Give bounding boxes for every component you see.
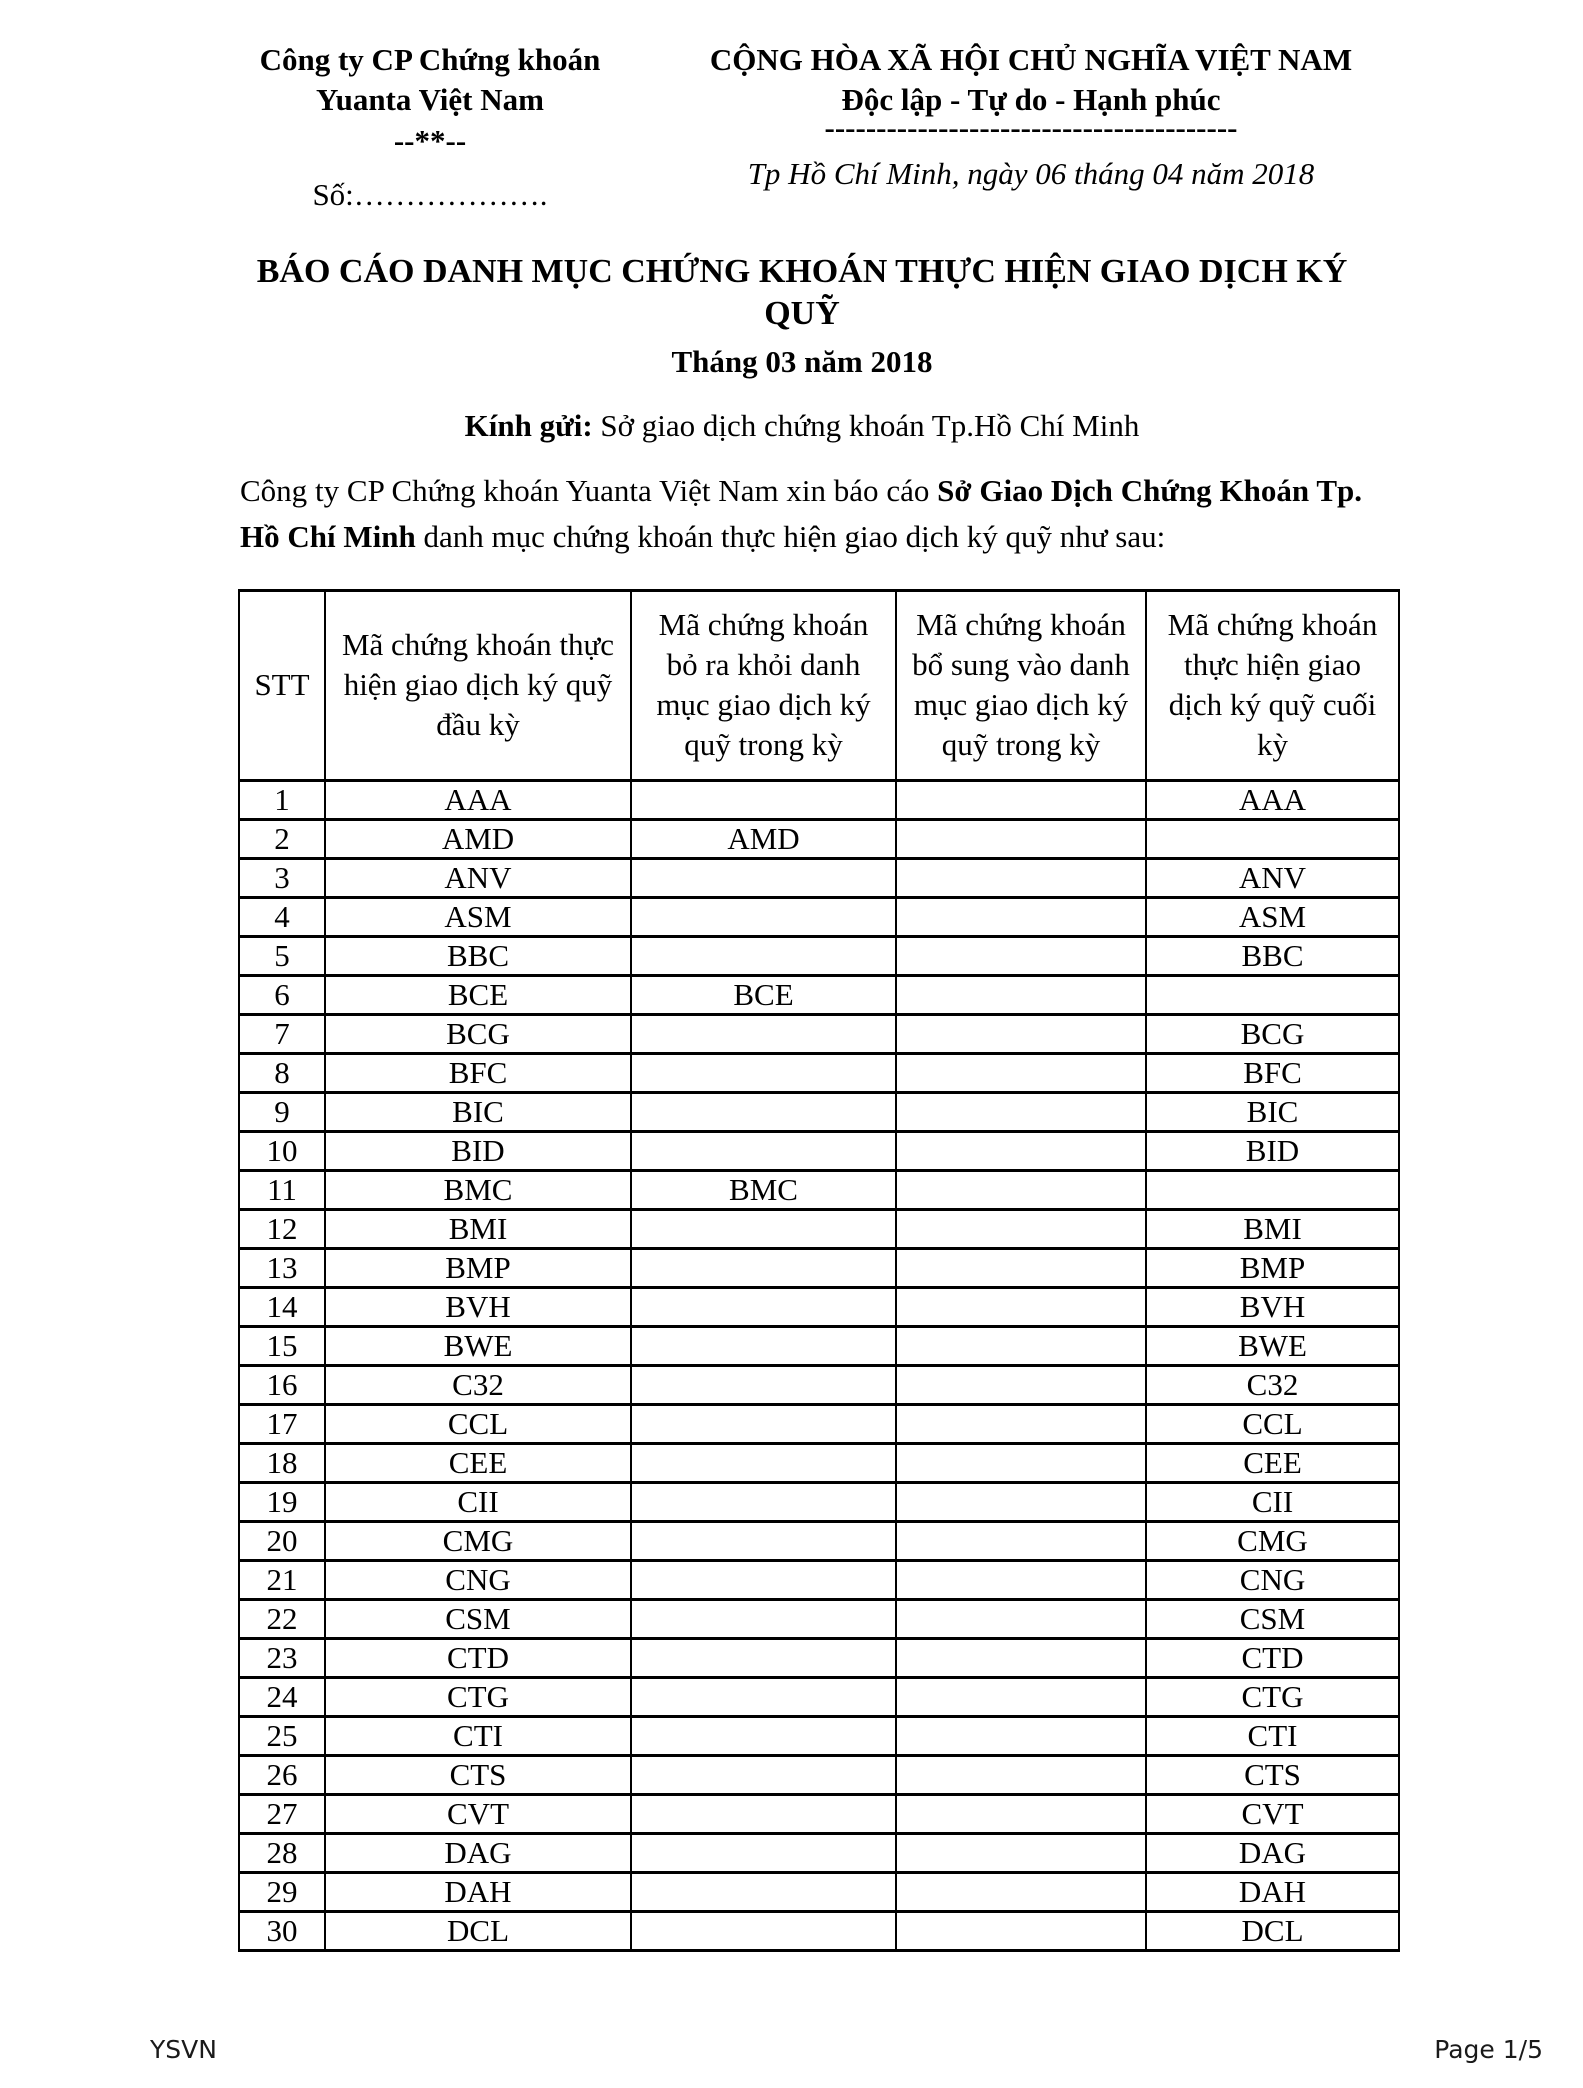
cell-begin-code: CVT (325, 1794, 631, 1833)
cell-stt: 2 (239, 819, 325, 858)
cell-removed-code (631, 1794, 896, 1833)
header-begin-period-codes: Mã chứng khoán thực hiện giao dịch ký quỹ đầu kỳ (325, 590, 631, 780)
table-row (239, 1716, 1399, 1755)
cell-removed-code (631, 1014, 896, 1053)
cell-removed-code (631, 1833, 896, 1872)
cell-end-code: AAA (1146, 780, 1399, 819)
cell-begin-code: BBC (325, 936, 631, 975)
cell-removed-code (631, 1404, 896, 1443)
cell-stt: 13 (239, 1248, 325, 1287)
table-row (239, 1560, 1399, 1599)
cell-stt: 1 (239, 780, 325, 819)
cell-removed-code (631, 1872, 896, 1911)
cell-end-code: CSM (1146, 1599, 1399, 1638)
cell-end-code: CTS (1146, 1755, 1399, 1794)
cell-begin-code: C32 (325, 1365, 631, 1404)
company-divider: --**-- (393, 123, 467, 159)
cell-begin-code: CEE (325, 1443, 631, 1482)
cell-added-code (896, 1326, 1146, 1365)
letterhead (240, 40, 1362, 215)
cell-removed-code (631, 1755, 896, 1794)
cell-begin-code: CMG (325, 1521, 631, 1560)
table-row (239, 1755, 1399, 1794)
cell-stt: 24 (239, 1677, 325, 1716)
cell-removed-code (631, 1131, 896, 1170)
cell-end-code: ANV (1146, 858, 1399, 897)
cell-removed-code: BMC (631, 1170, 896, 1209)
cell-end-code: CTD (1146, 1638, 1399, 1677)
cell-removed-code (631, 1209, 896, 1248)
cell-stt: 17 (239, 1404, 325, 1443)
cell-removed-code: BCE (631, 975, 896, 1014)
cell-begin-code: BWE (325, 1326, 631, 1365)
cell-end-code: CVT (1146, 1794, 1399, 1833)
table-row (239, 1794, 1399, 1833)
cell-added-code (896, 1872, 1146, 1911)
cell-added-code (896, 1638, 1146, 1677)
cell-added-code (896, 936, 1146, 975)
cell-added-code (896, 1482, 1146, 1521)
cell-begin-code: CNG (325, 1560, 631, 1599)
cell-begin-code: BMP (325, 1248, 631, 1287)
cell-end-code: BIC (1146, 1092, 1399, 1131)
cell-end-code: BWE (1146, 1326, 1399, 1365)
place-and-date: Tp Hồ Chí Minh, ngày 06 tháng 04 năm 2018 (747, 156, 1315, 192)
cell-end-code: DAH (1146, 1872, 1399, 1911)
footer-page-number: Page 1/5 (1434, 2035, 1543, 2064)
cell-stt: 14 (239, 1287, 325, 1326)
table-row (239, 1131, 1399, 1170)
cell-added-code (896, 1443, 1146, 1482)
cell-begin-code: CSM (325, 1599, 631, 1638)
cell-stt: 11 (239, 1170, 325, 1209)
table-row (239, 1248, 1399, 1287)
cell-added-code (896, 1131, 1146, 1170)
table-row (239, 1677, 1399, 1716)
cell-removed-code (631, 1677, 896, 1716)
cell-end-code (1146, 1170, 1399, 1209)
cell-begin-code: CTG (325, 1677, 631, 1716)
table-header-row (239, 590, 1399, 780)
cell-stt: 10 (239, 1131, 325, 1170)
cell-begin-code: CTD (325, 1638, 631, 1677)
cell-removed-code (631, 1521, 896, 1560)
cell-end-code (1146, 975, 1399, 1014)
cell-begin-code: AMD (325, 819, 631, 858)
cell-stt: 12 (239, 1209, 325, 1248)
document-number: Số:………………. (312, 177, 548, 213)
cell-stt: 29 (239, 1872, 325, 1911)
cell-end-code: CTI (1146, 1716, 1399, 1755)
cell-removed-code (631, 1326, 896, 1365)
cell-begin-code: DCL (325, 1911, 631, 1950)
cell-stt: 7 (239, 1014, 325, 1053)
cell-added-code (896, 1560, 1146, 1599)
table-row (239, 1521, 1399, 1560)
cell-begin-code: ANV (325, 858, 631, 897)
letterhead-national-block (700, 40, 1362, 215)
cell-removed-code (631, 1911, 896, 1950)
header-added-codes: Mã chứng khoán bổ sung vào danh mục giao dịch ký quỹ trong kỳ (896, 590, 1146, 780)
cell-stt: 15 (239, 1326, 325, 1365)
title-block (222, 251, 1382, 380)
company-name-line2: Yuanta Việt Nam (316, 81, 544, 117)
cell-end-code (1146, 819, 1399, 858)
cell-begin-code: BID (325, 1131, 631, 1170)
national-title: CỘNG HÒA XÃ HỘI CHỦ NGHĨA VIỆT NAM (709, 42, 1353, 77)
intro-paragraph (240, 468, 1362, 561)
cell-removed-code (631, 1443, 896, 1482)
table-row (239, 1482, 1399, 1521)
cell-removed-code (631, 936, 896, 975)
table-header (239, 590, 1399, 780)
table-row (239, 819, 1399, 858)
cell-end-code: CNG (1146, 1560, 1399, 1599)
cell-stt: 22 (239, 1599, 325, 1638)
cell-added-code (896, 1092, 1146, 1131)
table-row (239, 1209, 1399, 1248)
cell-begin-code: AAA (325, 780, 631, 819)
cell-added-code (896, 897, 1146, 936)
cell-added-code (896, 1365, 1146, 1404)
cell-added-code (896, 1404, 1146, 1443)
cell-added-code (896, 1014, 1146, 1053)
cell-stt: 27 (239, 1794, 325, 1833)
cell-added-code (896, 1209, 1146, 1248)
cell-end-code: C32 (1146, 1365, 1399, 1404)
table-row (239, 1014, 1399, 1053)
cell-begin-code: CTI (325, 1716, 631, 1755)
table-row (239, 858, 1399, 897)
cell-begin-code: CTS (325, 1755, 631, 1794)
table-row (239, 1365, 1399, 1404)
cell-removed-code (631, 1638, 896, 1677)
cell-added-code (896, 819, 1146, 858)
cell-begin-code: DAH (325, 1872, 631, 1911)
cell-begin-code: BIC (325, 1092, 631, 1131)
margin-securities-table (238, 589, 1400, 1952)
cell-removed-code (631, 858, 896, 897)
cell-added-code (896, 1521, 1146, 1560)
cell-stt: 20 (239, 1521, 325, 1560)
table-row (239, 975, 1399, 1014)
cell-end-code: DAG (1146, 1833, 1399, 1872)
cell-end-code: BMI (1146, 1209, 1399, 1248)
cell-end-code: DCL (1146, 1911, 1399, 1950)
cell-begin-code: DAG (325, 1833, 631, 1872)
cell-begin-code: BCE (325, 975, 631, 1014)
cell-added-code (896, 1755, 1146, 1794)
cell-added-code (896, 780, 1146, 819)
cell-end-code: CEE (1146, 1443, 1399, 1482)
table-row (239, 1170, 1399, 1209)
cell-removed-code (631, 1248, 896, 1287)
report-subtitle: Tháng 03 năm 2018 (671, 343, 933, 379)
cell-added-code (896, 1287, 1146, 1326)
cell-end-code: ASM (1146, 897, 1399, 936)
table-row (239, 936, 1399, 975)
cell-begin-code: BFC (325, 1053, 631, 1092)
report-title: BÁO CÁO DANH MỤC CHỨNG KHOÁN THỰC HIỆN GIAO DỊCH KÝ QUỸ (256, 252, 1348, 333)
cell-end-code: BID (1146, 1131, 1399, 1170)
national-motto: Độc lập - Tự do - Hạnh phúc (841, 81, 1221, 117)
cell-added-code (896, 858, 1146, 897)
cell-begin-code: CCL (325, 1404, 631, 1443)
cell-end-code: BVH (1146, 1287, 1399, 1326)
cell-begin-code: BCG (325, 1014, 631, 1053)
cell-added-code (896, 1716, 1146, 1755)
cell-stt: 19 (239, 1482, 325, 1521)
cell-stt: 28 (239, 1833, 325, 1872)
cell-end-code: CCL (1146, 1404, 1399, 1443)
company-name-line1: Công ty CP Chứng khoán (259, 42, 601, 77)
table-row (239, 1599, 1399, 1638)
cell-end-code: BCG (1146, 1014, 1399, 1053)
table-row (239, 1638, 1399, 1677)
cell-removed-code (631, 1365, 896, 1404)
cell-added-code (896, 1677, 1146, 1716)
cell-added-code (896, 1053, 1146, 1092)
cell-end-code: BMP (1146, 1248, 1399, 1287)
cell-end-code: CTG (1146, 1677, 1399, 1716)
table-row (239, 780, 1399, 819)
page-footer (0, 2030, 1583, 2064)
letterhead-company-block (240, 40, 620, 215)
cell-added-code (896, 1248, 1146, 1287)
table-row (239, 1287, 1399, 1326)
cell-stt: 21 (239, 1560, 325, 1599)
table-row (239, 1833, 1399, 1872)
footer-company-code: YSVN (150, 2035, 217, 2064)
header-removed-codes: Mã chứng khoán bỏ ra khỏi danh mục giao dịch ký quỹ trong kỳ (631, 590, 896, 780)
table-row (239, 1911, 1399, 1950)
cell-removed-code (631, 1287, 896, 1326)
cell-begin-code: BMI (325, 1209, 631, 1248)
cell-stt: 25 (239, 1716, 325, 1755)
cell-stt: 23 (239, 1638, 325, 1677)
cell-end-code: BFC (1146, 1053, 1399, 1092)
cell-end-code: CII (1146, 1482, 1399, 1521)
table-row (239, 1872, 1399, 1911)
table-row (239, 1326, 1399, 1365)
table-row (239, 1092, 1399, 1131)
recipient-name: Sở giao dịch chứng khoán Tp.Hồ Chí Minh (592, 407, 1140, 443)
cell-removed-code (631, 780, 896, 819)
cell-stt: 16 (239, 1365, 325, 1404)
cell-removed-code (631, 1092, 896, 1131)
table-row (239, 897, 1399, 936)
recipient-line (222, 408, 1382, 444)
cell-begin-code: BVH (325, 1287, 631, 1326)
cell-stt: 8 (239, 1053, 325, 1092)
header-end-period-codes: Mã chứng khoán thực hiện giao dịch ký quỹ cuối kỳ (1146, 590, 1399, 780)
cell-stt: 4 (239, 897, 325, 936)
cell-end-code: CMG (1146, 1521, 1399, 1560)
cell-added-code (896, 1794, 1146, 1833)
table-row (239, 1443, 1399, 1482)
cell-removed-code (631, 1053, 896, 1092)
cell-stt: 9 (239, 1092, 325, 1131)
cell-stt: 3 (239, 858, 325, 897)
cell-stt: 18 (239, 1443, 325, 1482)
intro-prefix: Công ty CP Chứng khoán Yuanta Việt Nam xin báo cáo (240, 472, 938, 508)
cell-stt: 6 (239, 975, 325, 1014)
cell-removed-code (631, 1482, 896, 1521)
cell-added-code (896, 1911, 1146, 1950)
cell-removed-code (631, 897, 896, 936)
cell-added-code (896, 1599, 1146, 1638)
cell-begin-code: BMC (325, 1170, 631, 1209)
cell-removed-code (631, 1599, 896, 1638)
cell-added-code (896, 975, 1146, 1014)
cell-removed-code (631, 1560, 896, 1599)
table-row (239, 1404, 1399, 1443)
intro-bold-recipient: Sở Giao Dịch Chứng Khoán Tp. Hồ Chí Minh (240, 472, 1362, 555)
cell-begin-code: CII (325, 1482, 631, 1521)
header-stt: STT (239, 590, 325, 780)
cell-end-code: BBC (1146, 936, 1399, 975)
cell-stt: 30 (239, 1911, 325, 1950)
recipient-label: Kính gửi: (464, 407, 593, 443)
cell-begin-code: ASM (325, 897, 631, 936)
cell-stt: 5 (239, 936, 325, 975)
motto-divider: ---------------------------------------- (824, 110, 1238, 146)
cell-removed-code (631, 1716, 896, 1755)
table-row (239, 1053, 1399, 1092)
cell-stt: 26 (239, 1755, 325, 1794)
intro-suffix: danh mục chứng khoán thực hiện giao dịch ký quỹ như sau: (415, 519, 1166, 555)
cell-added-code (896, 1833, 1146, 1872)
table-body (239, 780, 1399, 1950)
cell-added-code (896, 1170, 1146, 1209)
cell-removed-code: AMD (631, 819, 896, 858)
